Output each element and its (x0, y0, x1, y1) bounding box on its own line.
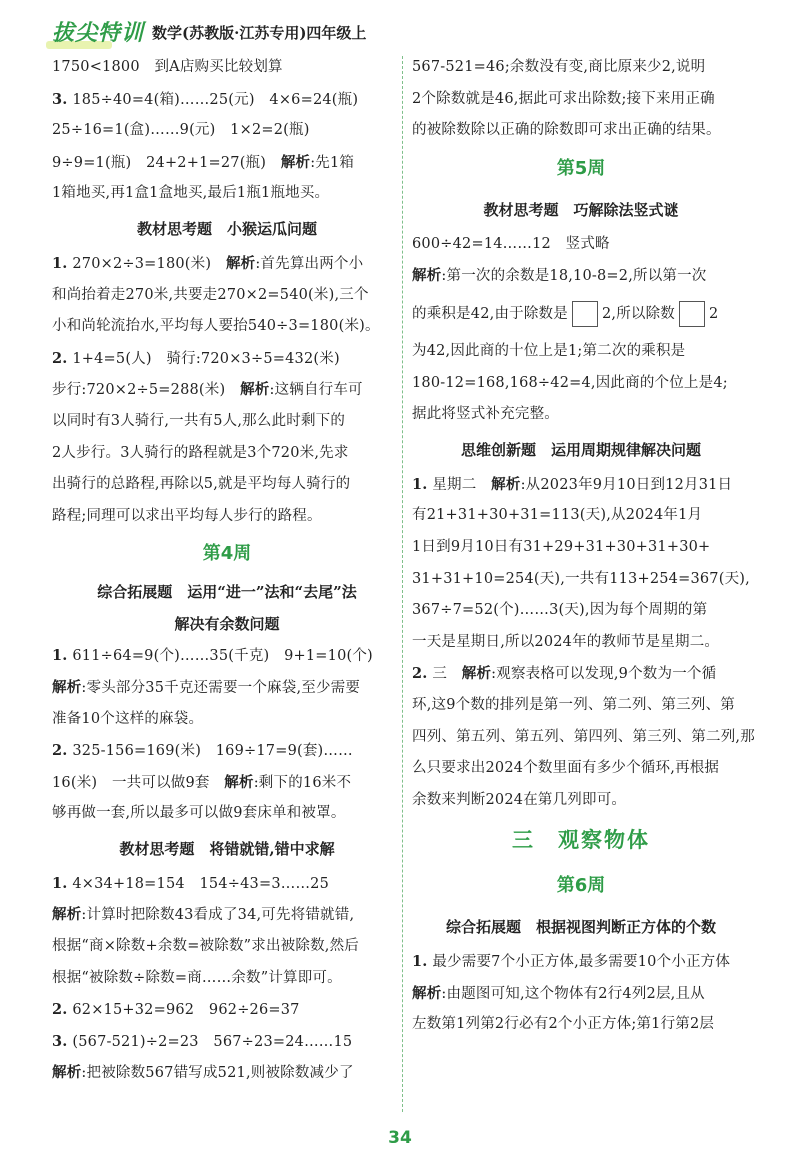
analysis-label: 解析 (412, 984, 442, 1002)
week-heading: 第4周 (202, 543, 252, 565)
answer-line: 四列、第五列、第五列、第四列、第三列、第二列,那 (412, 728, 755, 745)
section-title: 思维创新题 运用周期规律解决问题 (460, 440, 701, 459)
answer-text: :这辆自行车可 (269, 382, 363, 399)
answer-line: 和尚抬着走270米,共要走270×2=540(米),三个 (52, 286, 369, 303)
answer-line: 小和尚轮流抬水,平均每人要抬540÷3=180(米)。 (52, 318, 380, 335)
section-title: 教材思考题 小猴运瓜问题 (136, 219, 317, 238)
question-number: 2. (52, 742, 68, 760)
answer-line (52, 374, 402, 406)
answer-text: :首先算出两个小 (255, 255, 364, 272)
question-number: 1. (52, 647, 68, 665)
answer-text: :剩下的16米不 (253, 774, 352, 791)
answer-line: 准备10个这样的麻袋。 (52, 710, 204, 727)
answer-text: :把被除数567错写成521,则被除数减少了 (81, 1065, 354, 1082)
answer-line: 据此将竖式补充完整。 (412, 406, 559, 423)
section-title: 综合拓展题 根据视图判断正方体的个数 (445, 918, 716, 937)
answer-line (52, 1057, 402, 1089)
answer-text: 的乘积是42,由于除数是 (412, 305, 568, 322)
brand-logo: 拔尖特训 (52, 16, 144, 47)
answer-line: 31+31+10=254(天),一共有113+254=367(天), (412, 570, 750, 587)
answer-text: 三 (432, 666, 462, 683)
week-heading: 第5周 (556, 157, 606, 179)
blank-box (679, 301, 705, 327)
answer-text: 星期二 (432, 476, 492, 493)
answer-line: 一天是星期日,所以2024年的教师节是星期二。 (412, 633, 720, 650)
section-title: 解决有余数问题 (174, 615, 280, 634)
answer-line: 路程;同理可以求出平均每人步行的路程。 (52, 507, 322, 524)
answer-line (52, 84, 402, 116)
answer-line (52, 994, 402, 1026)
answer-line (52, 672, 402, 704)
section-title: 综合拓展题 运用“进一”法和“去尾”法 (97, 583, 357, 602)
section-title: 教材思考题 巧解除法竖式谜 (483, 200, 679, 219)
answer-line (412, 469, 750, 501)
section-title: 教材思考题 将错就错,错中求解 (119, 839, 335, 858)
answer-line (52, 767, 402, 799)
question-number: 3. (52, 1032, 68, 1050)
answer-text: 9÷9=1(瓶) 24+2+1=27(瓶) (52, 154, 281, 171)
answer-line: 1日到9月10日有31+29+31+30+31+30+ (412, 538, 711, 555)
page-number: 34 (388, 1128, 412, 1148)
answer-line (52, 147, 402, 179)
answer-text: 16(米) 一共可以做9套 (52, 774, 225, 791)
answer-line (52, 899, 402, 931)
question-number: 3. (52, 90, 68, 108)
answer-line: 以同时有3人骑行,一共有5人,那么此时剩下的 (52, 412, 346, 429)
answer-text: 4×34+18=154 154÷43=3……25 (72, 875, 330, 892)
answer-line: 左数第1列第2行必有2个小正方体;第1行第2层 (412, 1016, 715, 1033)
answer-line: 367÷7=52(个)……3(天),因为每个周期的第 (412, 602, 708, 619)
answer-line: 根据“商×除数+余数=被除数”求出被除数,然后 (52, 938, 359, 955)
answer-text: :第一次的余数是18,10-8=2,所以第一次 (441, 268, 707, 285)
answer-line: 567-521=46;余数没有变,商比原来少2,说明 (412, 59, 706, 75)
right-column (412, 52, 755, 1041)
answer-text: 步行:720×2÷5=288(米) (52, 382, 241, 399)
answer-text: :先1箱 (310, 154, 355, 171)
question-number: 2. (52, 349, 68, 367)
answer-line (52, 735, 402, 767)
answer-line: 600÷42=14……12 竖式略 (412, 235, 610, 252)
week-heading: 第6周 (556, 875, 606, 897)
analysis-label: 解析 (491, 475, 521, 493)
question-number: 1. (52, 874, 68, 892)
answer-line: 够再做一套,所以最多可以做9套床单和被罩。 (52, 805, 346, 822)
left-column (52, 52, 402, 1089)
answer-line (52, 640, 402, 672)
analysis-label: 解析 (52, 678, 82, 696)
answer-text: (567-521)÷2=23 567÷23=24……15 (72, 1033, 353, 1050)
answer-line: 么只要求出2024个数里面有多少个循环,再根据 (412, 760, 720, 777)
chapter-heading: 三 观察物体 (512, 828, 650, 853)
answer-text: 2 (709, 305, 719, 322)
answer-text: :零头部分35千克还需要一个麻袋,至少需要 (81, 679, 361, 696)
answer-text: :计算时把除数43看成了34,可先将错就错, (81, 907, 355, 924)
answer-line: 为42,因此商的十位上是1;第二次的乘积是 (412, 342, 686, 359)
analysis-label: 解析 (412, 267, 442, 285)
answer-line: 2人步行。3人骑行的路程就是3个720米,先求 (52, 444, 349, 461)
answer-line (412, 260, 750, 292)
question-number: 1. (412, 953, 428, 971)
answer-line: 有21+31+30+31=113(天),从2024年1月 (412, 507, 703, 524)
answer-line: 2个除数就是46,据此可求出除数;接下来用正确 (412, 90, 715, 107)
answer-text: :由题图可知,这个物体有2行4列2层,且从 (441, 985, 705, 1002)
page-header (0, 0, 800, 52)
analysis-label: 解析 (461, 665, 492, 683)
column-divider (402, 56, 403, 1112)
analysis-label: 解析 (225, 254, 256, 272)
answer-line: 1箱地买,再1盒1盒地买,最后1瓶1瓶地买。 (52, 185, 330, 202)
answer-line: 环,这9个数的排列是第一列、第二列、第三列、第 (412, 696, 735, 713)
answer-line: 180-12=168,168÷42=4,因此商的个位上是4; (412, 374, 728, 391)
answer-text: 325-156=169(米) 169÷17=9(套)…… (72, 743, 353, 760)
answer-line (52, 343, 402, 375)
analysis-label: 解析 (240, 381, 270, 399)
answer-line: 25÷16=1(盒)……9(元) 1×2=2(瓶) (52, 122, 310, 139)
answer-line: 1750<1800 到A店购买比较划算 (52, 59, 283, 75)
answer-line (412, 978, 750, 1010)
analysis-label: 解析 (52, 1064, 82, 1082)
answer-line (412, 292, 750, 336)
answer-line: 根据“被除数÷除数=商……余数”计算即可。 (52, 969, 342, 986)
answer-line (52, 868, 402, 900)
question-number: 1. (412, 475, 428, 493)
answer-line (52, 248, 402, 280)
answer-text: 2,所以除数 (601, 305, 676, 322)
book-subject: 数学(苏教版·江苏专用)四年级上 (152, 24, 367, 42)
answer-line: 的被除数除以正确的除数即可求出正确的结果。 (412, 122, 721, 139)
question-number: 2. (52, 1001, 68, 1019)
answer-line: 出骑行的总路程,再除以5,就是平均每人骑行的 (52, 476, 351, 493)
answer-line: 余数来判断2024在第几列即可。 (412, 791, 627, 808)
analysis-label: 解析 (224, 773, 254, 791)
answer-text: 185÷40=4(箱)……25(元) 4×6=24(瓶) (72, 91, 359, 108)
question-number: 1. (52, 254, 68, 272)
answer-text: 1+4=5(人) 骑行:720×3÷5=432(米) (72, 350, 340, 367)
answer-line (412, 658, 750, 690)
answer-text: 62×15+32=962 962÷26=37 (72, 1002, 300, 1019)
analysis-label: 解析 (52, 906, 82, 924)
answer-text: :观察表格可以发现,9个数为一个循 (491, 666, 717, 683)
blank-box (572, 301, 598, 327)
answer-text: 270×2÷3=180(米) (72, 255, 226, 272)
analysis-label: 解析 (280, 153, 311, 171)
answer-line (412, 946, 750, 978)
answer-text: 最少需要7个小正方体,最多需要10个小正方体 (432, 954, 731, 971)
question-number: 2. (412, 665, 428, 683)
answer-text: :从2023年9月10日到12月31日 (520, 476, 733, 493)
answer-line (52, 1026, 402, 1058)
answer-text: 611÷64=9(个)……35(千克) 9+1=10(个) (72, 648, 373, 665)
